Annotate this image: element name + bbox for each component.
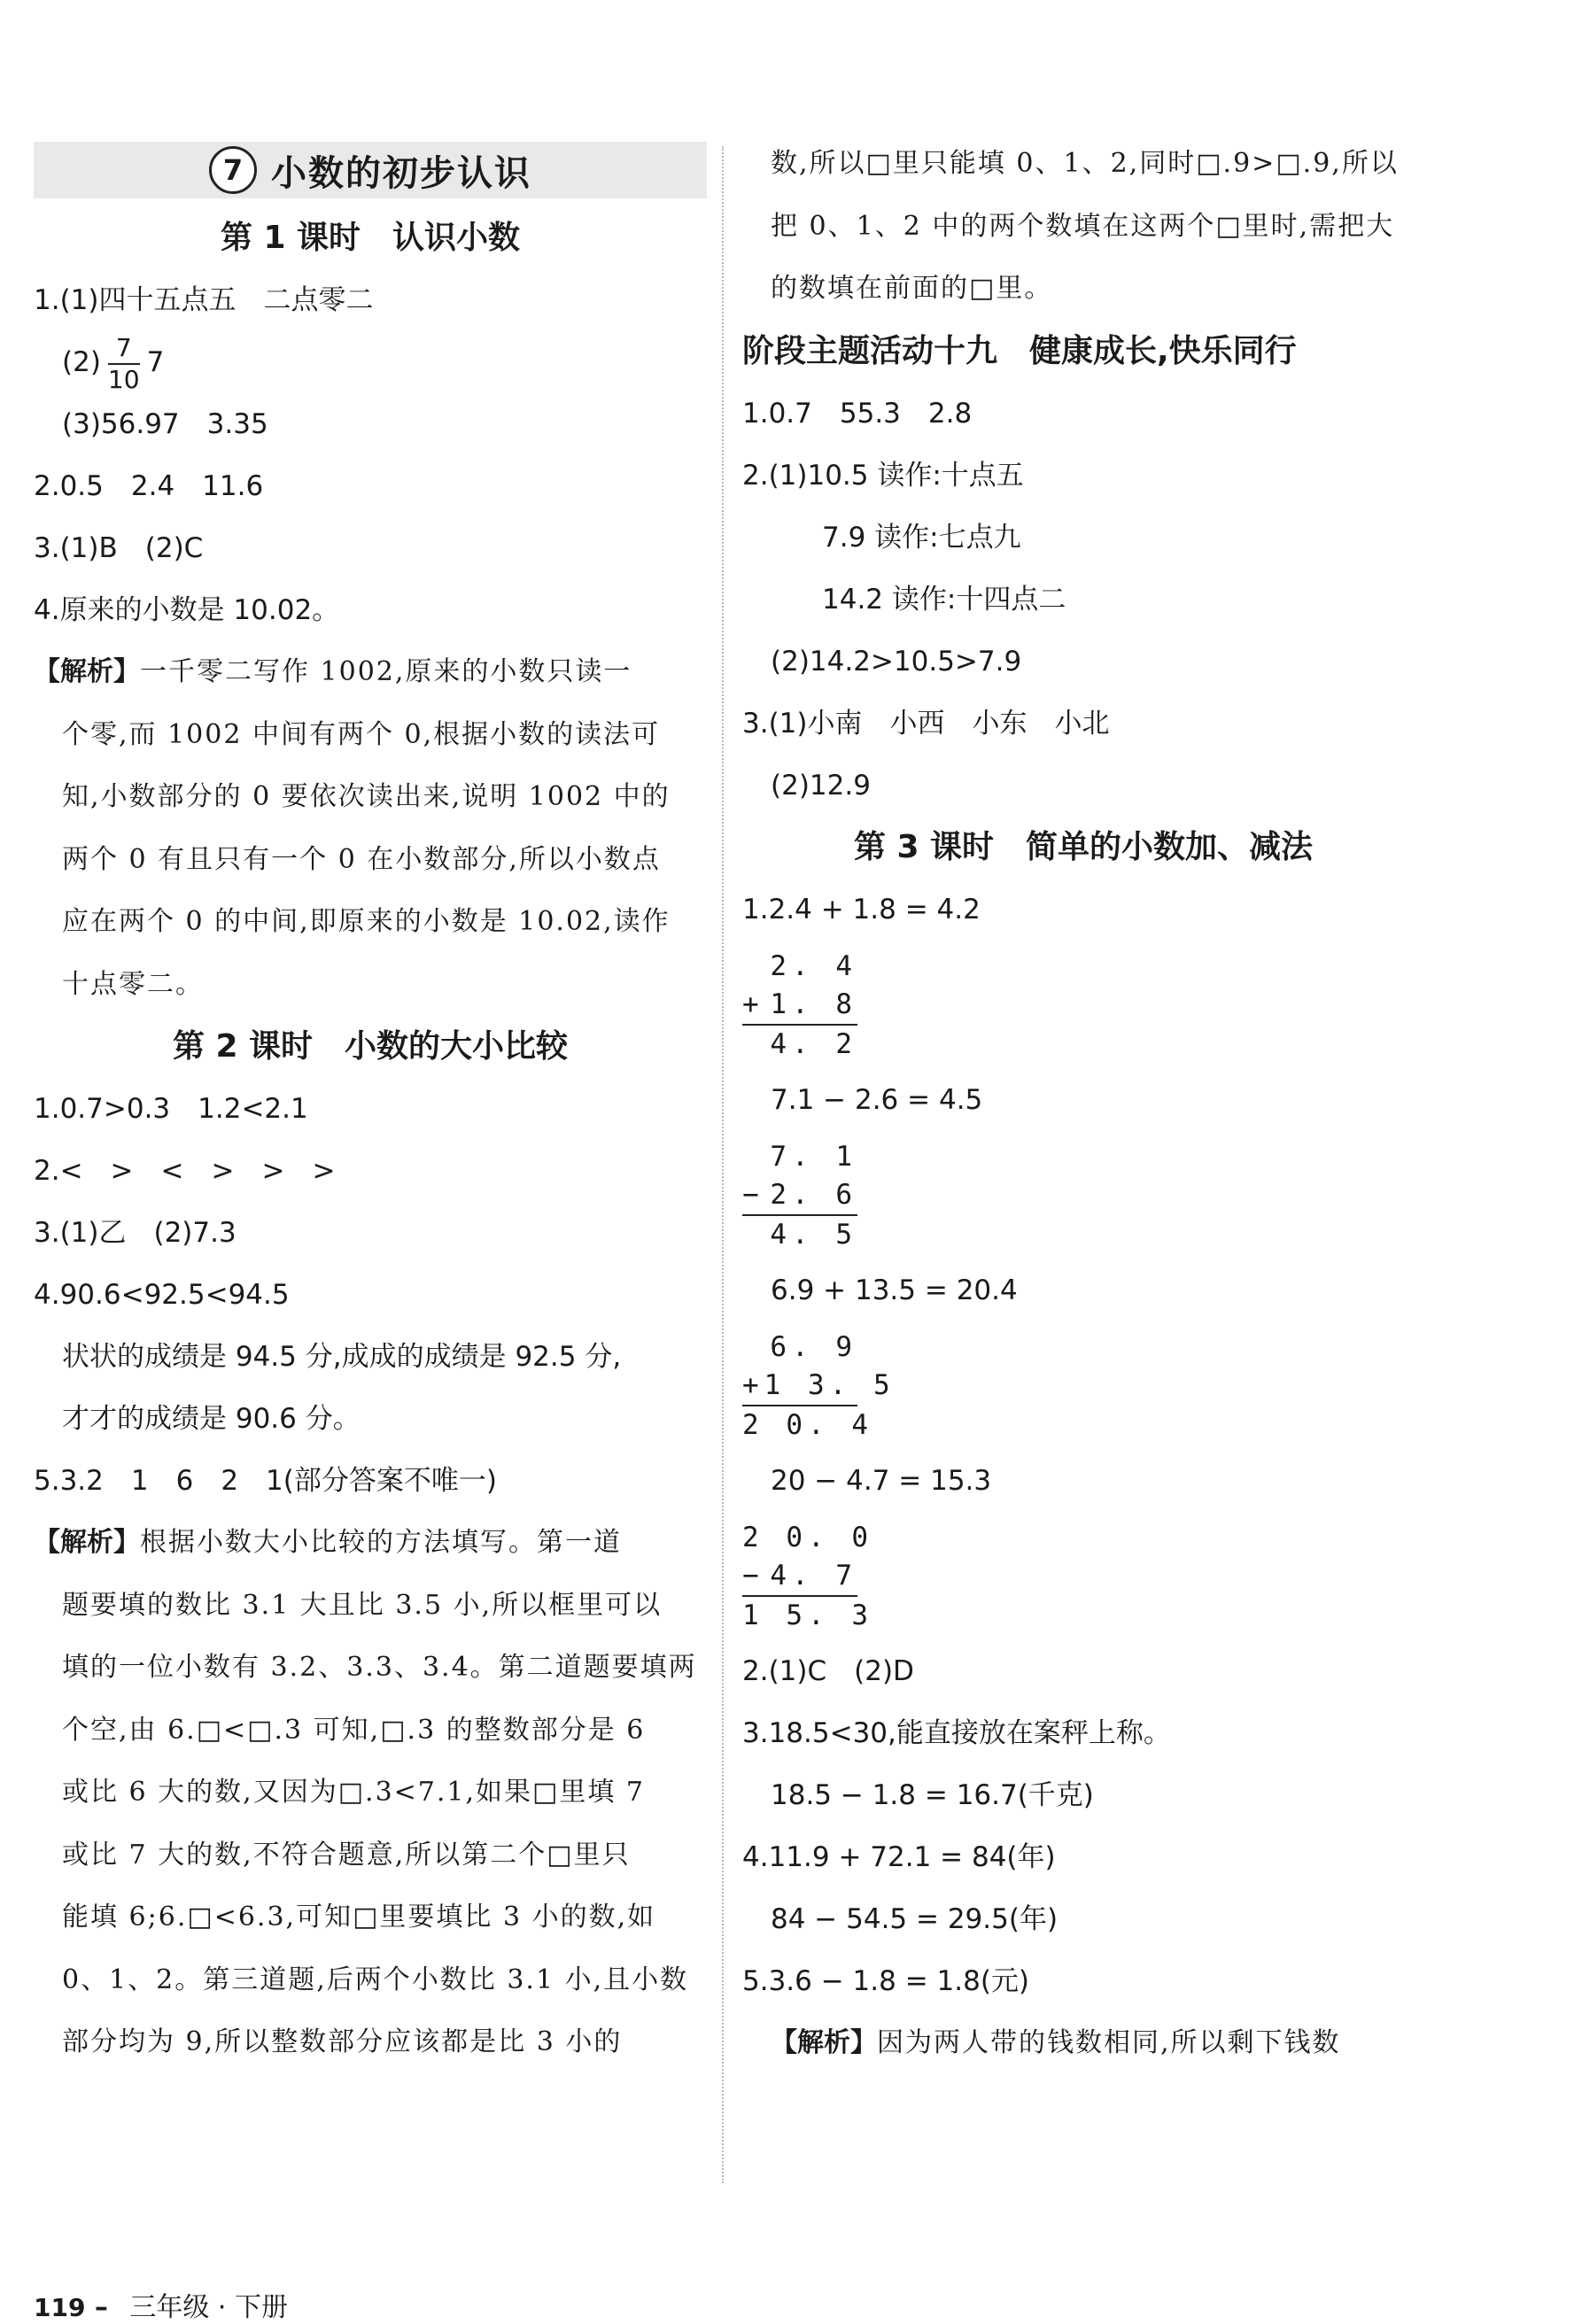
l2-analysis-line: 题要填的数比 3.1 大且比 3.5 小,所以框里可以 (62, 1589, 663, 1621)
act-q2d: (2)14.2>10.5>7.9 (771, 645, 1022, 678)
l1-analysis-line (34, 641, 707, 704)
act-q2a: 2.(1)10.5 读作:十点五 (742, 459, 1024, 492)
calc-operand: 1 3. 5 (764, 1368, 896, 1401)
vertical-calc-1 (742, 948, 857, 1064)
vertical-calc-3 (742, 1329, 896, 1445)
l3-q3b: 18.5 − 1.8 = 16.7(千克) (771, 1778, 1094, 1811)
act-q3a: 3.(1)小南 小西 小东 小北 (742, 707, 1110, 740)
page-footer (34, 2285, 288, 2324)
calc-operand-row (742, 986, 857, 1024)
l3-q4b: 84 − 54.5 = 29.5(年) (771, 1902, 1059, 1935)
act-q1: 1.0.7 55.3 2.8 (742, 397, 973, 430)
analysis-tag: 【解析】 (34, 1527, 140, 1558)
right-column (742, 133, 1424, 2074)
l2-analysis-line: 0、1、2。第三道题,后两个小数比 3.1 小,且小数 (62, 1964, 689, 1995)
fraction (107, 332, 140, 394)
l1-analysis-line: 十点零二。 (62, 968, 204, 1000)
l2-analysis-line: 部分均为 9,所以整数部分应该都是比 3 小的 (62, 2026, 623, 2057)
page-number: 119 (34, 2293, 86, 2322)
calc-minuend: 7. 1 (770, 1140, 857, 1173)
analysis-tag: 【解析】 (34, 656, 140, 687)
act-q2c: 14.2 读作:十四点二 (822, 583, 1066, 616)
l2-q5: 5.3.2 1 6 2 1(部分答案不唯一) (34, 1465, 497, 1497)
l2-q4: 4.90.6<92.5<94.5 (34, 1279, 290, 1311)
fraction-denominator: 10 (107, 364, 140, 394)
lesson3-title: 第 3 课时 简单的小数加、减法 (853, 828, 1314, 865)
l3-q3: 3.18.5<30,能直接放在案秤上称。 (742, 1716, 1171, 1749)
l2-analysis-line: 能填 6;6.□<6.3,可知□里要填比 3 小的数,如 (62, 1902, 656, 1933)
l1-q4: 4.原来的小数是 10.02。 (34, 594, 340, 626)
calc-operator: − (742, 1559, 764, 1592)
activity-title: 阶段主题活动十九 健康成长,快乐同行 (742, 332, 1297, 369)
act-q3b: (2)12.9 (771, 769, 871, 802)
calc-operand-row (742, 1176, 857, 1214)
l3-q4: 4.11.9 + 72.1 = 84(年) (742, 1840, 1056, 1873)
l2-q1: 1.0.7>0.3 1.2<2.1 (34, 1093, 308, 1125)
unit-banner (34, 142, 707, 198)
calc-operand: 4. 7 (770, 1559, 857, 1592)
calc-operator: + (742, 1368, 764, 1401)
grade-label: 三年级 · 下册 (129, 2292, 288, 2323)
l1-analysis-line: 知,小数部分的 0 要依次读出来,说明 1002 中的 (62, 781, 671, 812)
calc-operand: 2. 6 (770, 1178, 857, 1211)
l3-e4: 20 − 4.7 = 15.3 (771, 1464, 992, 1497)
calc-operand-row (742, 1557, 857, 1595)
calc-result: 2 0. 4 (742, 1405, 857, 1445)
calc-operand-row (742, 1367, 896, 1405)
l1-q3: 3.(1)B (2)C (34, 532, 204, 564)
analysis-text: 根据小数大小比较的方法填写。第一道 (140, 1527, 622, 1558)
lesson1-title: 第 1 课时 认识小数 (220, 220, 521, 256)
l2-q4a: 状状的成绩是 94.5 分,成成的成绩是 92.5 分, (62, 1341, 622, 1373)
l3-q5: 5.3.6 − 1.8 = 1.8(元) (742, 1964, 1030, 1997)
calc-operator: − (742, 1178, 764, 1211)
l3-e1: 1.2.4 + 1.8 = 4.2 (742, 893, 981, 926)
l2-analysis-line: 填的一位小数有 3.2、3.3、3.4。第二道题要填两 (62, 1652, 697, 1683)
unit-number: 7 (209, 146, 257, 194)
analysis-tag: 【解析】 (771, 2026, 877, 2058)
act-q2b: 7.9 读作:七点九 (822, 521, 1021, 554)
calc-addend: 6. 9 (770, 1330, 857, 1363)
l3-analysis-line (742, 2012, 1424, 2075)
l1-q1b-value: 7 (146, 346, 165, 378)
cont-line: 把 0、1、2 中的两个数填在这两个□里时,需把大 (771, 210, 1395, 242)
calc-result: 4. 2 (742, 1024, 857, 1064)
l1-analysis-line: 两个 0 有且只有一个 0 在小数部分,所以小数点 (62, 843, 661, 875)
l1-q1a: 1.(1)四十五点五 二点零二 (34, 284, 374, 316)
l1-analysis-line: 个零,而 1002 中间有两个 0,根据小数的读法可 (62, 718, 661, 750)
l1-q2: 2.0.5 2.4 11.6 (34, 470, 264, 502)
analysis-text: 一千零二写作 1002,原来的小数只读一 (140, 656, 632, 687)
l1-q1b-label: (2) (62, 346, 101, 378)
calc-addend: 2. 4 (770, 949, 857, 982)
l2-analysis-line: 或比 6 大的数,又因为□.3<7.1,如果□里填 7 (62, 1777, 646, 1808)
unit-title: 小数的初步认识 (271, 152, 531, 194)
vertical-calc-2 (742, 1138, 857, 1254)
fraction-numerator: 7 (108, 336, 140, 365)
l2-analysis-line: 或比 7 大的数,不符合题意,所以第二个□里只 (62, 1839, 631, 1871)
cont-line: 数,所以□里只能填 0、1、2,同时□.9>□.9,所以 (771, 148, 1399, 179)
calc-minuend: 2 0. 0 (742, 1521, 873, 1553)
calc-result: 4. 5 (742, 1214, 857, 1254)
l1-q1b (34, 331, 707, 393)
lesson2-title: 第 2 课时 小数的大小比较 (172, 1028, 569, 1065)
calc-operand: 1. 8 (770, 988, 857, 1020)
l1-q1c: (3)56.97 3.35 (62, 408, 268, 440)
l2-q3: 3.(1)乙 (2)7.3 (34, 1217, 237, 1249)
footer-dash: – (94, 2292, 108, 2323)
l3-q2: 2.(1)C (2)D (742, 1654, 914, 1687)
calc-result: 1 5. 3 (742, 1595, 857, 1635)
analysis-text: 因为两人带的钱数相同,所以剩下钱数 (877, 2026, 1341, 2058)
cont-line: 的数填在前面的□里。 (771, 273, 1053, 304)
left-column (34, 142, 707, 2323)
column-divider (722, 146, 724, 2183)
l3-e3: 6.9 + 13.5 = 20.4 (771, 1274, 1018, 1306)
l2-q2: 2.< > < > > > (34, 1155, 336, 1187)
l2-analysis-line (34, 1512, 707, 1575)
l2-analysis-line: 个空,由 6.□<□.3 可知,□.3 的整数部分是 6 (62, 1714, 646, 1746)
l1-analysis-line: 应在两个 0 的中间,即原来的小数是 10.02,读作 (62, 906, 671, 937)
l2-q4b: 才才的成绩是 90.6 分。 (62, 1403, 361, 1435)
l3-e2: 7.1 − 2.6 = 4.5 (771, 1083, 983, 1116)
calc-operator: + (742, 988, 764, 1020)
vertical-calc-4 (742, 1519, 873, 1635)
